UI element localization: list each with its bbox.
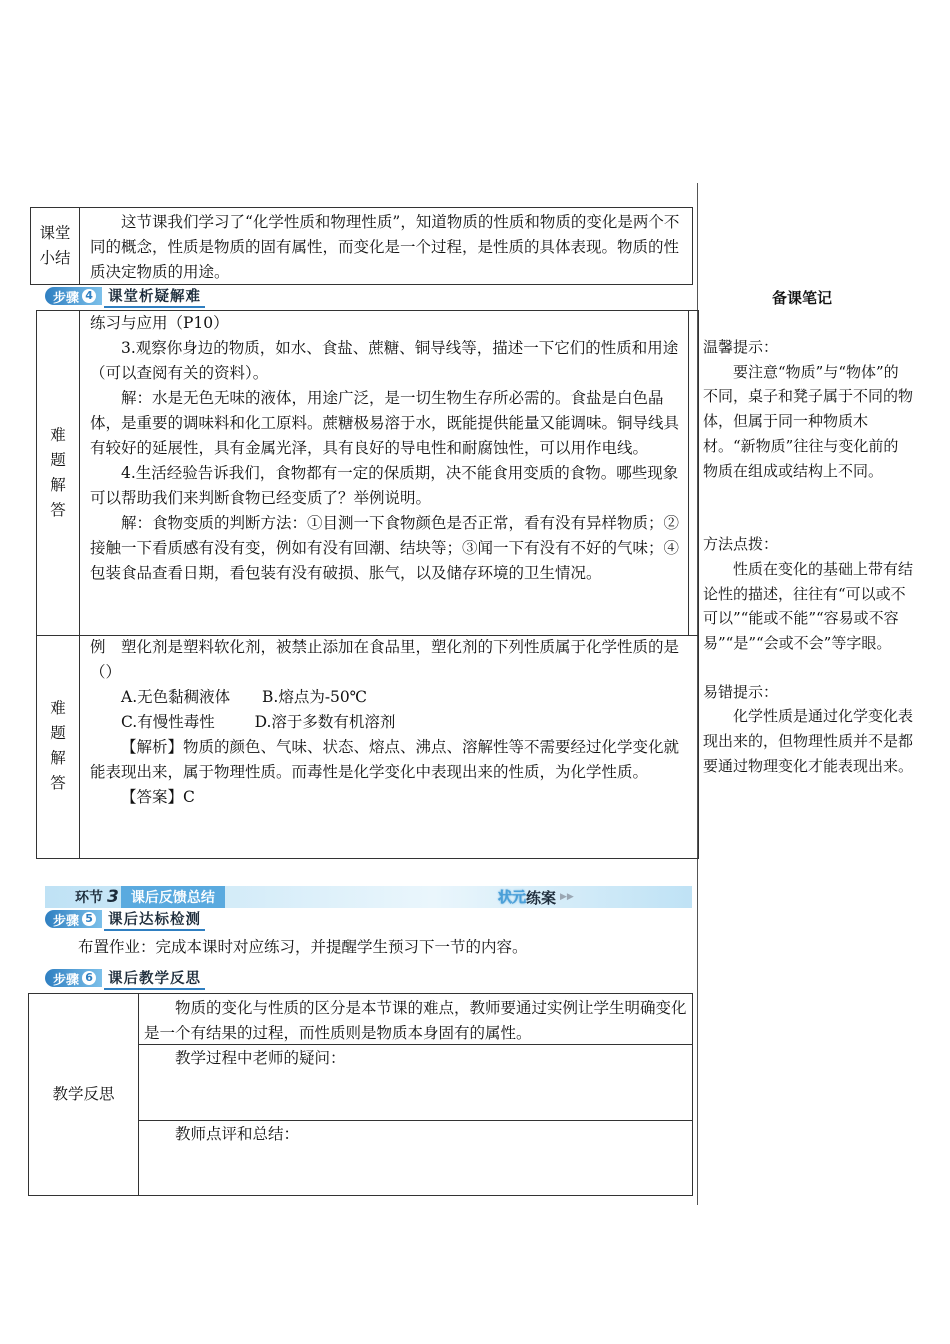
difficulty1-box bbox=[36, 310, 699, 636]
summary-label-line2: 小结 bbox=[39, 249, 71, 267]
step5-header bbox=[45, 910, 205, 928]
example-question: 例 塑化剂是塑料软化剂，被禁止添加在食品里，塑化剂的下列性质属于化学性质的是（） bbox=[90, 638, 680, 681]
error-text: 化学性质是通过化学变化表现出来的，但物理性质并不是都要通过物理变化才能表现出来。 bbox=[703, 707, 914, 775]
reflection-row3: 教师点评和总结： bbox=[175, 1125, 300, 1143]
step4-number: 4 bbox=[82, 289, 96, 303]
sidebar-title: 备课笔记 bbox=[772, 289, 833, 307]
step6-badge-text: 步骤 bbox=[53, 972, 80, 988]
sidebar-notes bbox=[703, 335, 913, 779]
step4-header bbox=[45, 287, 205, 305]
label-char: 解 bbox=[50, 749, 66, 767]
step5-number: 5 bbox=[82, 912, 96, 926]
step5-badge bbox=[45, 910, 102, 928]
difficulty2-box bbox=[36, 634, 699, 859]
option-d: D.溶于多数有机溶剂 bbox=[254, 713, 396, 731]
answer: 【答案】C bbox=[121, 788, 195, 806]
step6-header bbox=[45, 969, 205, 987]
tip-label: 温馨提示： bbox=[703, 338, 779, 356]
reflection-row2: 教学过程中老师的疑问： bbox=[175, 1049, 346, 1067]
step6-badge bbox=[45, 969, 102, 987]
reflection-label: 教学反思 bbox=[29, 994, 139, 1195]
tip-text: 要注意“物质”与“物体”的不同，桌子和凳子属于不同的物体，但属于同一种物质木材。“新物质”往往与变化前的物质在组成或结构上不同。 bbox=[703, 362, 914, 480]
label-char: 答 bbox=[50, 501, 66, 519]
step4-badge bbox=[45, 287, 102, 305]
method-label: 方法点拨： bbox=[703, 535, 779, 554]
question-3: 3.观察你身边的物质，如水、食盐、蔗糖、铜导线等，描述一下它们的性质和用途（可以查阅有关的资料）。 bbox=[90, 339, 679, 382]
section3-ring-label: 环节 bbox=[75, 890, 103, 906]
label-char: 题 bbox=[50, 451, 66, 469]
analysis: 【解析】物质的颜色、气味、状态、熔点、沸点、溶解性等不需要经过化学变化就能表现出来，属于物理性质。而毒性是化学变化中表现出来的性质，为化学性质。 bbox=[90, 738, 680, 781]
question-4: 4.生活经验告诉我们，食物都有一定的保质期，决不能食用变质的食物。哪些现象可以帮助我们来判断食物已经变质了？举例说明。 bbox=[90, 464, 679, 507]
label-char: 解 bbox=[50, 476, 66, 494]
answer-3: 解：水是无色无味的液体，用途广泛，是一切生物生存所必需的。食盐是白色晶体，是重要的调味料和化工原料。蔗糖极易溶于水，既能提供能量又能调味。铜导线具有较好的延展性，具有金属光泽，具有良好的导电性和耐腐蚀性，可以用作电线。 bbox=[90, 389, 680, 457]
label-char: 难 bbox=[50, 426, 66, 444]
step6-title: 课后教学反思 bbox=[104, 967, 205, 990]
label-char: 答 bbox=[50, 774, 66, 792]
exercise-heading: 练习与应用（P10） bbox=[90, 314, 229, 332]
difficulty2-label bbox=[37, 634, 80, 858]
step6-number: 6 bbox=[82, 971, 96, 985]
step4-badge-text: 步骤 bbox=[53, 290, 80, 306]
section3-band bbox=[45, 886, 692, 908]
option-a: A.无色黏稠液体 bbox=[121, 688, 231, 706]
arrow-icon: ▶▶ bbox=[560, 892, 574, 902]
method-text: 性质在变化的基础上带有结论性的描述，往往有“可以或不可以”“能或不能”“容易或不容易”“是”“会或不会”等字眼。 bbox=[703, 559, 914, 653]
option-c: C.有慢性毒性 bbox=[121, 713, 215, 731]
step5-badge-text: 步骤 bbox=[53, 913, 80, 929]
option-b: B.熔点为-50℃ bbox=[262, 688, 368, 706]
difficulty1-label bbox=[37, 311, 80, 635]
reflection-box bbox=[28, 993, 693, 1196]
section3-ring-number: 3 bbox=[107, 887, 119, 907]
section3-right-label: 状元 bbox=[498, 890, 526, 906]
summary-box bbox=[30, 207, 693, 285]
reflection-row1: 物质的变化与性质的区分是本节课的难点，教师要通过实例让学生明确变化是一个有结果的过程，而性质则是物质本身固有的属性。 bbox=[144, 999, 687, 1042]
section3-title: 课后反馈总结 bbox=[121, 886, 225, 908]
answer-4: 解：食物变质的判断方法：①目测一下食物颜色是否正常，看有没有异样物质；②接触一下看质感有没有变，例如有没有回潮、结块等；③闻一下有没有不好的气味；④包装食品查看日期，看包装有没有破损、胀气，以及储存环境的卫生情况。 bbox=[90, 514, 680, 582]
label-char: 难 bbox=[50, 699, 66, 717]
summary-label-line1: 课堂 bbox=[39, 224, 71, 242]
summary-label bbox=[31, 208, 80, 284]
step5-title: 课后达标检测 bbox=[104, 908, 205, 931]
section3-right-bold: 练案 bbox=[526, 888, 557, 907]
step4-title: 课堂析疑解难 bbox=[104, 285, 205, 308]
homework-text: 布置作业：完成本课时对应练习，并提醒学生预习下一节的内容。 bbox=[78, 938, 528, 956]
error-label: 易错提示： bbox=[703, 682, 779, 701]
summary-text: 这节课我们学习了“化学性质和物理性质”，知道物质的性质和物质的变化是两个不同的概念，性质是物质的固有属性，而变化是一个过程，是性质的具体表现。物质的性质决定物质的用途。 bbox=[90, 213, 680, 281]
label-char: 题 bbox=[50, 724, 66, 742]
